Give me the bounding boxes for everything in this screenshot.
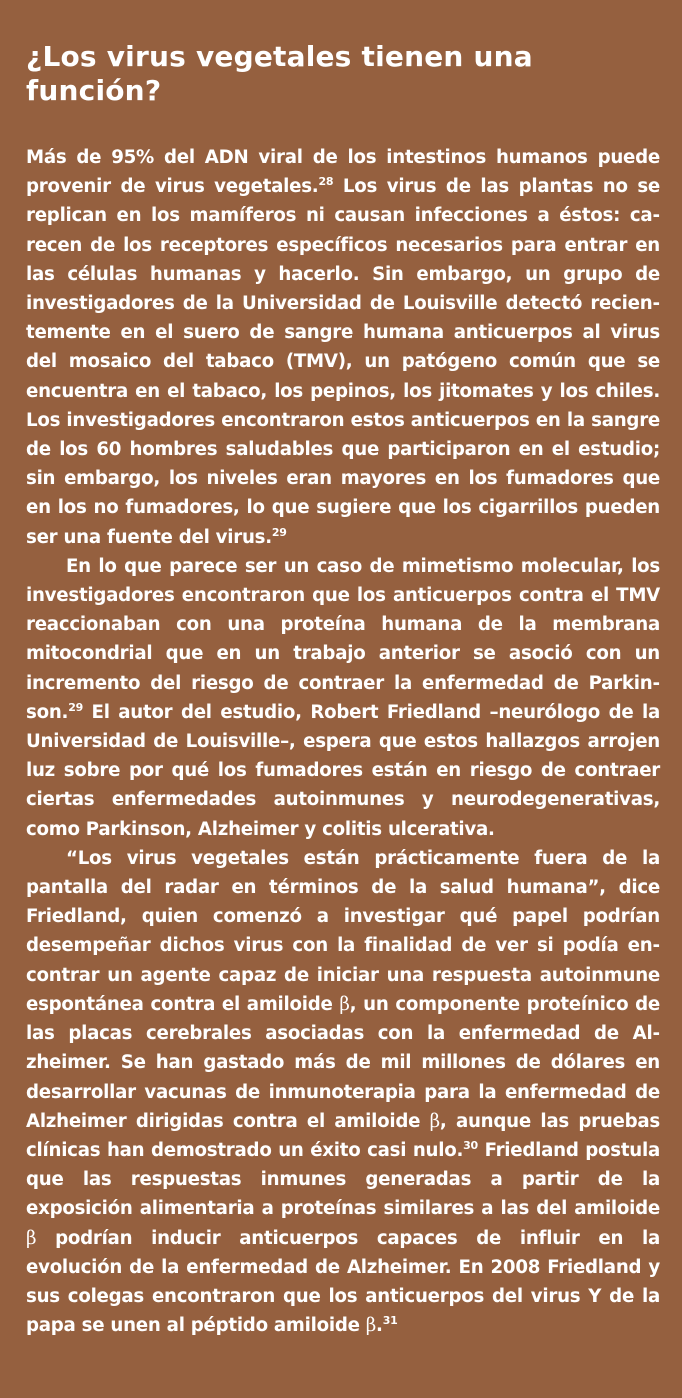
text-run: Más de 95% del ADN viral de los intestinos humanos puede provenir de virus vegetales. <box>26 147 660 198</box>
beta-symbol: β <box>339 993 350 1015</box>
text-run: , un componente proteínico de las placas cerebrales asociadas con la enfermedad de Alzheimer. Se han gastado más de mil millones de dólares en desarrollar vacunas de inmunoterapia para la enfermedad de Alzheimer dirigidas contra el amiloide <box>26 993 660 1132</box>
paragraph-2 <box>26 552 660 844</box>
citation-number: 31 <box>382 1314 398 1328</box>
text-run: , aunque las pruebas clínicas han demostrado un éxito casi nulo. <box>26 1110 660 1161</box>
citation-number: 28 <box>318 175 334 189</box>
beta-symbol: β <box>365 1315 377 1337</box>
text-run: . <box>376 1315 383 1337</box>
box-title: ¿Los virus vegetales tienen una función? <box>26 40 533 107</box>
citation-number: 29 <box>68 700 83 714</box>
text-run: En lo que parece ser un caso de mimetismo molecular, los investigadores encontraron que los anticuerpos contra el TMV reaccionaban con una proteína humana de la membrana mitocondrial que en un trabajo anterior se asoció con un incremento del riesgo de contraer la enfermedad de Parkinson. <box>26 555 660 723</box>
beta-symbol: β <box>429 1110 440 1132</box>
text-run: Friedland postula que las respuestas inmunes generadas a partir de la exposición alimentaria a proteínas similares a las del amiloide <box>26 1139 660 1220</box>
box-body <box>26 143 660 1340</box>
text-run: Los virus de las plantas no se replican en los mamíferos ni causan infecciones a éstos: carecen de los receptores específicos necesarios para entrar en las células humanas y hacerlo. Sin embargo, un grupo de investigadores de la Universidad de Louisville detectó recientemente en el suero de sangre humana anticuerpos al virus del mosaico del tabaco (TMV), un patógeno común que se encuentra en el tabaco, los pepinos, los jitomates y los chiles. Los investigadores encontraron estos anticuerpos en la sangre de los 60 hombres saludables que participaron en el estudio; sin embargo, los niveles eran mayores en los fumadores que en los no fumadores, lo que sugiere que los cigarrillos pueden ser una fuente del virus. <box>26 176 661 548</box>
beta-symbol: β <box>26 1227 37 1249</box>
citation-number: 29 <box>271 525 287 539</box>
paragraph-1 <box>26 143 660 552</box>
citation-number: 30 <box>463 1138 478 1152</box>
paragraph-3 <box>26 844 660 1340</box>
text-run: “Los virus vegetales están prácticamente fuera de la pantalla del radar en términos de la salud humana”, dice Friedland, quien comenzó a investigar qué papel podrían desempeñar dichos virus con la finalidad de ver si podía encontrar un agente capaz de iniciar una respuesta autoinmune espontánea contra el amiloide <box>26 847 660 1015</box>
text-run: podrían inducir anticuerpos capaces de influir en la evolución de la enfermedad de Alzheimer. En 2008 Friedland y sus colegas encontraron que los anticuerpos del virus Y de la papa se unen al péptido amiloide <box>26 1227 660 1337</box>
text-run: El autor del estudio, Robert Friedland –neurólogo de la Universidad de Louisville–, espera que estos hallazgos arrojen luz sobre por qué los fumadores están en riesgo de contraer ciertas enfermedades autoinmunes y neurodegenerativas, como Parkinson, Alzheimer y colitis ulcerativa. <box>26 701 660 840</box>
